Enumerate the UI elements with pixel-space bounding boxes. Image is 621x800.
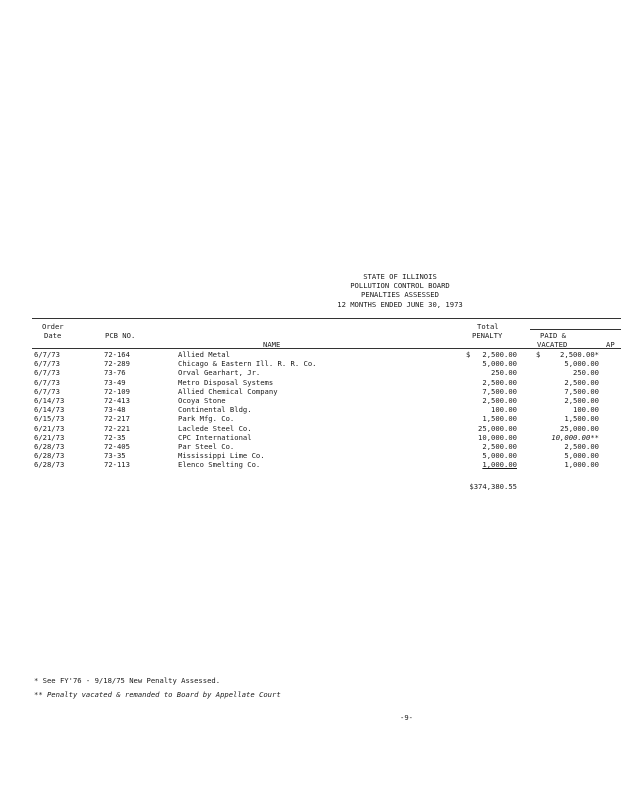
footnote-single-asterisk: * See FY'76 - 9/18/75 New Penalty Assessed. xyxy=(34,676,221,685)
row-paid: 2,500.00 xyxy=(564,377,599,387)
col-total-bottom: PENALTY xyxy=(472,331,503,340)
col-paid-bottom: VACATED xyxy=(537,340,568,349)
row-pcb: 73-49 xyxy=(104,377,126,387)
table-row xyxy=(0,378,621,387)
row-date: 6/21/73 xyxy=(34,423,65,433)
row-name: Allied Chemical Company xyxy=(178,386,278,396)
row-pcb: 72-289 xyxy=(104,359,130,369)
row-total: 25,000.00 xyxy=(478,423,517,433)
top-rule xyxy=(32,318,621,319)
row-name: Orval Gearhart, Jr. xyxy=(178,368,261,378)
table-row xyxy=(0,433,621,442)
header-bottom-rule xyxy=(32,348,621,349)
row-pcb: 73-76 xyxy=(104,368,126,378)
row-pcb: 72-217 xyxy=(104,414,130,424)
row-pcb: 72-221 xyxy=(104,423,130,433)
col-total-top: Total xyxy=(477,322,499,331)
row-date: 6/28/73 xyxy=(34,460,65,470)
row-pcb: 72-35 xyxy=(104,432,126,442)
row-paid: 2,500.00* xyxy=(560,350,599,359)
row-name: Laclede Steel Co. xyxy=(178,423,252,433)
row-date: 6/14/73 xyxy=(34,405,65,415)
row-pcb: 72-109 xyxy=(104,386,130,396)
header-title: PENALTIES ASSESSED xyxy=(361,290,439,300)
row-total: 2,500.00 xyxy=(482,395,517,405)
row-paid: 7,500.00 xyxy=(564,386,599,396)
row-total: 2,500.00 xyxy=(482,441,517,451)
row-pcb: 73-48 xyxy=(104,405,126,415)
table-row xyxy=(0,396,621,405)
row-total: 7,500.00 xyxy=(482,386,517,396)
row-total: 1,500.00 xyxy=(482,414,517,424)
footnote-double-asterisk: ** Penalty vacated & remanded to Board by Appellate Court xyxy=(34,690,281,699)
row-paid-dollar-sign: $ xyxy=(536,350,541,359)
table-row xyxy=(0,359,621,368)
row-name: Ocoya Stone xyxy=(178,395,226,405)
row-date: 6/15/73 xyxy=(34,414,65,424)
penalty-rows xyxy=(0,350,621,469)
page-number: -9- xyxy=(400,713,413,722)
report-header xyxy=(300,272,500,309)
row-paid: 100.00 xyxy=(573,405,599,415)
row-total: 250.00 xyxy=(491,368,517,378)
table-row xyxy=(0,350,621,359)
row-paid: 25,000.00 xyxy=(560,423,599,433)
row-date: 6/7/73 xyxy=(34,359,60,369)
paid-group-rule xyxy=(530,329,621,330)
row-total: 5,000.00 xyxy=(482,359,517,369)
row-paid: 2,500.00 xyxy=(564,395,599,405)
row-name: Mississippi Lime Co. xyxy=(178,451,265,461)
grand-total: $374,380.55 xyxy=(469,482,517,491)
row-name: Metro Disposal Systems xyxy=(178,377,274,387)
row-date: 6/7/73 xyxy=(34,377,60,387)
row-paid: 1,500.00 xyxy=(564,414,599,424)
row-total: 5,000.00 xyxy=(482,451,517,461)
row-date: 6/7/73 xyxy=(34,368,60,378)
table-row xyxy=(0,414,621,423)
header-period: 12 MONTHS ENDED JUNE 30, 1973 xyxy=(337,299,463,309)
row-name: Par Steel Co. xyxy=(178,441,235,451)
table-row xyxy=(0,460,621,469)
row-total: 100.00 xyxy=(491,405,517,415)
table-row xyxy=(0,368,621,377)
row-dollar-sign: $ xyxy=(466,350,471,359)
row-pcb: 73-35 xyxy=(104,451,126,461)
col-order-date-bottom: Date xyxy=(44,331,62,340)
row-name: Allied Metal xyxy=(178,350,230,359)
row-pcb: 72-164 xyxy=(104,350,130,359)
row-name: Continental Bldg. xyxy=(178,405,252,415)
table-row xyxy=(0,451,621,460)
row-name: CPC International xyxy=(178,432,252,442)
col-paid-top: PAID & xyxy=(540,331,566,340)
row-paid: 1,000.00 xyxy=(564,460,599,470)
row-name: Elenco Smelting Co. xyxy=(178,460,261,470)
row-pcb: 72-413 xyxy=(104,395,130,405)
row-date: 6/28/73 xyxy=(34,441,65,451)
row-total: 1,000.00 xyxy=(482,460,517,470)
row-date: 6/21/73 xyxy=(34,432,65,442)
table-row xyxy=(0,424,621,433)
header-board: POLLUTION CONTROL BOARD xyxy=(350,281,450,291)
row-date: 6/28/73 xyxy=(34,451,65,461)
row-paid: 250.00 xyxy=(573,368,599,378)
table-row xyxy=(0,405,621,414)
row-name: Chicago & Eastern Ill. R. R. Co. xyxy=(178,359,317,369)
row-paid: 2,500.00 xyxy=(564,441,599,451)
row-date: 6/7/73 xyxy=(34,350,60,359)
col-name: NAME xyxy=(263,340,281,349)
row-paid: 5,000.00 xyxy=(564,359,599,369)
row-total: 2,500.00 xyxy=(482,377,517,387)
row-total: 10,000.00 xyxy=(478,432,517,442)
row-total: 2,500.00 xyxy=(482,350,517,359)
header-state: STATE OF ILLINOIS xyxy=(363,272,437,281)
col-order-date-top: Order xyxy=(42,322,64,331)
table-row xyxy=(0,387,621,396)
row-pcb: 72-113 xyxy=(104,460,130,470)
row-paid: 5,000.00 xyxy=(564,451,599,461)
row-date: 6/7/73 xyxy=(34,386,60,396)
row-paid: 10,000.00** xyxy=(551,432,599,442)
row-date: 6/14/73 xyxy=(34,395,65,405)
col-cutoff: AP xyxy=(606,340,615,349)
table-row xyxy=(0,442,621,451)
row-pcb: 72-405 xyxy=(104,441,130,451)
col-pcb-no: PCB NO. xyxy=(105,331,136,340)
row-name: Park Mfg. Co. xyxy=(178,414,235,424)
